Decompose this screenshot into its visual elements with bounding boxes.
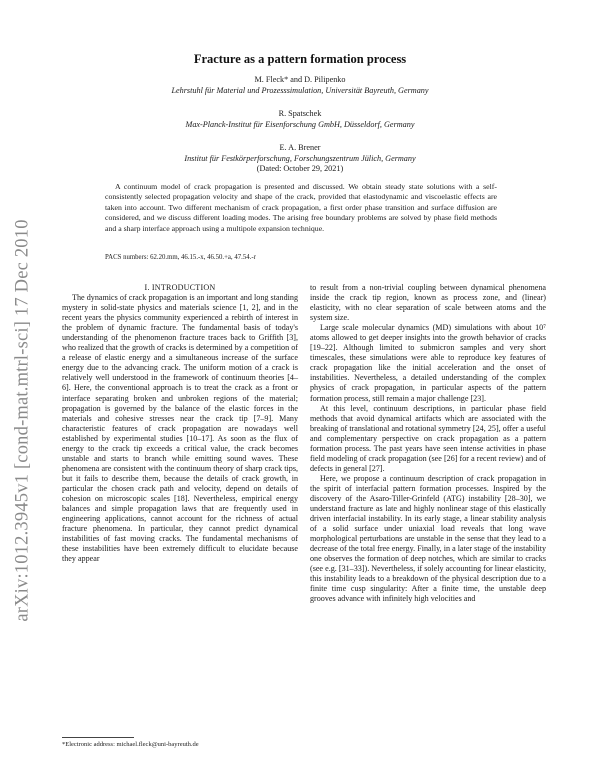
- author-affiliation-1: Lehrstuhl für Material und Prozesssimulation, Universität Bayreuth, Germany: [171, 86, 429, 95]
- paragraph: At this level, continuum descriptions, in particular phase field methods that avoid dynamical artifacts which are associated with the breaking of translational and rotational symmetry [24, 25], offer a useful and complementary perspective on crack propagation as a pattern formation process. The past years have seen intense activities in phase field modeling of crack propagation (see [26] for a recent review) and of defects in general [27].: [310, 403, 546, 473]
- abstract: A continuum model of crack propagation is presented and discussed. We obtain steady state solutions with a self-consistently selected propagation velocity and shape of the crack, provided that elastodynamic and viscoelastic effects are taken into account. Two different mechanism of crack propagation, a first order phase transition and surface diffusion are considered, and we discuss different loading modes. The arising free boundary problems are solved by phase field methods and a sharp interface approach using a multipole expansion technique.: [105, 182, 497, 233]
- author-affiliation-2: Max-Planck-Institut für Eisenforschung GmbH, Düsseldorf, Germany: [185, 120, 415, 129]
- author-affiliation-3: Institut für Festkörperforschung, Forschungszentrum Jülich, Germany: [184, 154, 416, 163]
- pacs-numbers: PACS numbers: 62.20.mm, 46.15.-x, 46.50.+a, 47.54.-r: [105, 254, 256, 261]
- author-names-1: M. Fleck* and D. Pilipenko: [254, 75, 346, 84]
- author-names-2: R. Spatschek: [278, 109, 322, 118]
- paragraph: The dynamics of crack propagation is an important and long standing mystery in solid-state physics and materials science [1, 2], and in the recent years the physics community experienced a rebirth of interest in the problem of dynamic fracture. The fundamental basis of today's understanding of the phenomenon fracture traces back to Griffith [3], who realized that the growth of cracks is determined by a competition of a release of elastic energy and a simultaneous increase of the surface energy due to the advancing crack. The uniform motion of a crack is relatively well understood in the framework of continuum theories [4–6]. Here, the conventional approach is to treat the crack as a front or interface separating broken and unbroken regions of the material; propagation is governed by the balance of the elastic forces in the materials and cohesive stresses near the crack tip [7–9]. Many characteristic features of crack propagation are nowadays well established by experimental studies [10–17]. As soon as the flux of energy to the crack tip exceeds a critical value, the crack becomes unstable and starts to branch while emitting sound waves. These phenomena are consistent with the continuum theory of sharp crack tips, but it fails to describe them, because the details of crack growth, in particular the chosen crack path and velocity, depend on details of cohesion on microscopic scales [18]. Nevertheless, empirical energy balances and simple propagation laws that are frequently used in engineering applications, cannot account for the richness of actual fracture phenomena. In particular, they cannot predict dynamical instabilities of fast moving cracks. The fundamental mechanisms of these instabilities have been extremely difficult to elucidate because they appear: [62, 293, 298, 564]
- paper-date: (Dated: October 29, 2021): [256, 164, 344, 173]
- left-column: [62, 283, 298, 564]
- section-heading: I. INTRODUCTION: [144, 283, 216, 292]
- footnote-rule: [62, 737, 134, 738]
- paragraph: Large scale molecular dynamics (MD) simulations with about 10⁷ atoms allowed to get deeper insights into the growth behavior of cracks [19–22]. Although limited to submicron samples and very short timescales, these simulations were able to reproduce key features of crack propagation like the initial acceleration and the onset of instabilities. Nevertheless, a detailed understanding of the complex physics of crack propagation, in particular aspects of the pattern formation process, still remain a major challenge [23].: [310, 323, 546, 403]
- arxiv-identifier: arXiv:1012.3945v1 [cond-mat.mtrl-sci] 17 Dec 2010: [12, 218, 33, 622]
- paragraph: Here, we propose a continuum description of crack propagation in the spirit of interfacial pattern formation processes. Inspired by the discovery of the Asaro-Tiller-Grinfeld (ATG) instability [28–30], we understand fracture as late and highly nonlinear stage of this elastically driven interfacial instability. In its early stage, a linear stability analysis of a solid surface under uniaxial load reveals that long wave morphological perturbations are unstable in the sense that they lead to a decrease of the total free energy. Finally, in a later stage of the instability one observes the formation of deep notches, which are similar to cracks (see e.g. [31–33]). Nevertheless, if solely accounting for linear elasticity, this instability leads to a breakdown of the physical description due to a finite time cusp singularity: After a finite time, the unstable deep grooves advance with infinitely high velocities and: [310, 473, 546, 604]
- right-column: [310, 283, 546, 605]
- footnote: *Electronic address: michael.fleck@uni-bayreuth.de: [62, 741, 199, 748]
- author-names-3: E. A. Brener: [279, 143, 321, 152]
- paper-title: Fracture as a pattern formation process: [193, 52, 407, 66]
- paragraph: to result from a non-trivial coupling between dynamical phenomena inside the crack tip region, known as process zone, and (linear) elasticity, with no clear separation of scale between atoms and the system size.: [310, 283, 546, 323]
